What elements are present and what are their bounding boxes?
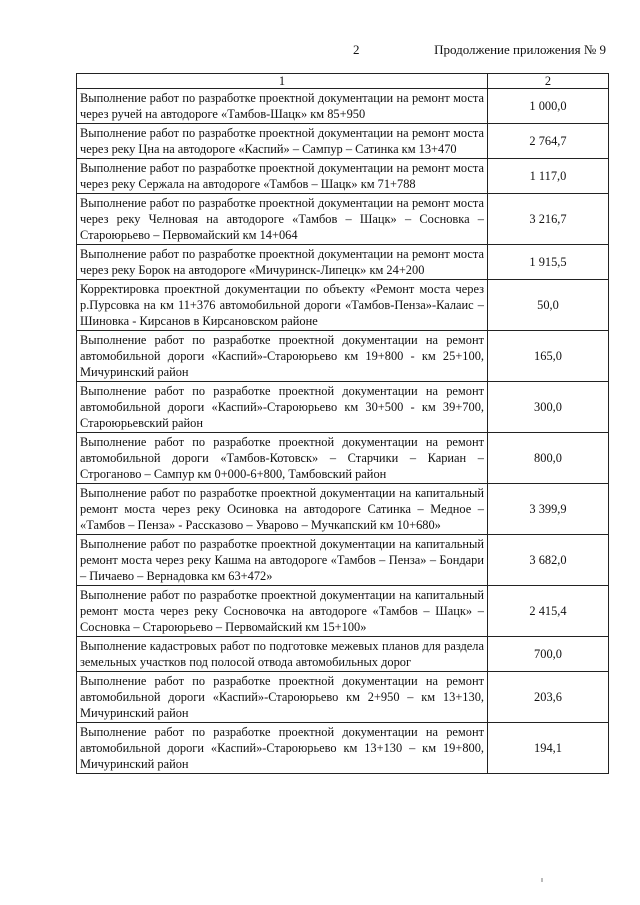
table-row	[77, 159, 609, 194]
amount-value: 2 764,7	[488, 124, 609, 159]
table-row	[77, 280, 609, 331]
table-row	[77, 484, 609, 535]
table-row	[77, 382, 609, 433]
table-row	[77, 245, 609, 280]
table-row	[77, 433, 609, 484]
table-row	[77, 194, 609, 245]
table-row	[77, 535, 609, 586]
table-row	[77, 723, 609, 774]
column-header-1: 1	[77, 74, 488, 89]
amount-value: 3 682,0	[488, 535, 609, 586]
expenditure-table	[76, 73, 609, 774]
amount-value: 800,0	[488, 433, 609, 484]
table-row	[77, 331, 609, 382]
appendix-continuation-header: Продолжение приложения № 9	[434, 42, 606, 57]
scan-artifact	[541, 878, 543, 882]
amount-value: 194,1	[488, 723, 609, 774]
table-row	[77, 586, 609, 637]
work-description: Выполнение работ по разработке проектной документации на ремонт моста через реку Сержала на автодороге «Тамбов – Шацк» км 71+788	[77, 159, 488, 194]
amount-value: 2 415,4	[488, 586, 609, 637]
amount-value: 1 000,0	[488, 89, 609, 124]
amount-value: 165,0	[488, 331, 609, 382]
work-description: Выполнение кадастровых работ по подготовке межевых планов для раздела земельных участков под полосой отвода автомобильных дорог	[77, 637, 488, 672]
amount-value: 300,0	[488, 382, 609, 433]
table-body	[77, 74, 609, 774]
table-row	[77, 672, 609, 723]
amount-value: 1 117,0	[488, 159, 609, 194]
work-description: Выполнение работ по разработке проектной документации на ремонт моста через реку Челновая на автодороге «Тамбов – Шацк» – Сосновка –Староюрьево – Первомайский км 14+064	[77, 194, 488, 245]
work-description: Выполнение работ по разработке проектной документации на ремонт автомобильной дороги «Каспий»-Староюрьево км 2+950 – км 13+130, Мичуринский район	[77, 672, 488, 723]
work-description: Корректировка проектной документации по объекту «Ремонт моста через р.Пурсовка на км 11+376 автомобильной дороги «Тамбов-Пенза»-Калаис – Шиновка - Кирсанов в Кирсановском районе	[77, 280, 488, 331]
work-description: Выполнение работ по разработке проектной документации на ремонт автомобильной дороги «Каспий»-Староюрьево км 19+800 - км 25+100, Мичуринский район	[77, 331, 488, 382]
amount-value: 700,0	[488, 637, 609, 672]
amount-value: 203,6	[488, 672, 609, 723]
work-description: Выполнение работ по разработке проектной документации на ремонт автомобильной дороги «Каспий»-Староюрьево км 30+500 - км 39+700, Староюрьевский район	[77, 382, 488, 433]
work-description: Выполнение работ по разработке проектной документации на капитальный ремонт моста через реку Осиновка на автодороге Сатинка – Медное – «Тамбов – Пенза» - Рассказово – Уварово – Мучкапский км 10+680»	[77, 484, 488, 535]
work-description: Выполнение работ по разработке проектной документации на ремонт моста через ручей на автодороге «Тамбов-Шацк» км 85+950	[77, 89, 488, 124]
column-header-2: 2	[488, 74, 609, 89]
table-row	[77, 89, 609, 124]
amount-value: 3 399,9	[488, 484, 609, 535]
work-description: Выполнение работ по разработке проектной документации на капитальный ремонт моста через реку Кашма на автодороге «Тамбов – Пенза» – Бондари – Пичаево – Вернадовка км 63+472»	[77, 535, 488, 586]
work-description: Выполнение работ по разработке проектной документации на ремонт автомобильной дороги «Тамбов-Котовск» – Старчики – Кариан – Строганово – Сампур км 0+000-6+800, Тамбовский район	[77, 433, 488, 484]
column-number-row	[77, 74, 609, 89]
page-number: 2	[353, 42, 360, 57]
work-description: Выполнение работ по разработке проектной документации на ремонт автомобильной дороги «Каспий»-Староюрьево км 13+130 – км 19+800, Мичуринский район	[77, 723, 488, 774]
table-row	[77, 124, 609, 159]
work-description: Выполнение работ по разработке проектной документации на ремонт моста через реку Цна на автодороге «Каспий» – Сампур – Сатинка км 13+470	[77, 124, 488, 159]
work-description: Выполнение работ по разработке проектной документации на капитальный ремонт моста через реку Сосновочка на автодороге «Тамбов – Шацк» – Сосновка – Староюрьево – Первомайский км 15+100»	[77, 586, 488, 637]
amount-value: 50,0	[488, 280, 609, 331]
amount-value: 3 216,7	[488, 194, 609, 245]
table-row	[77, 637, 609, 672]
amount-value: 1 915,5	[488, 245, 609, 280]
work-description: Выполнение работ по разработке проектной документации на ремонт моста через реку Борок на автодороге «Мичуринск-Липецк» км 24+200	[77, 245, 488, 280]
